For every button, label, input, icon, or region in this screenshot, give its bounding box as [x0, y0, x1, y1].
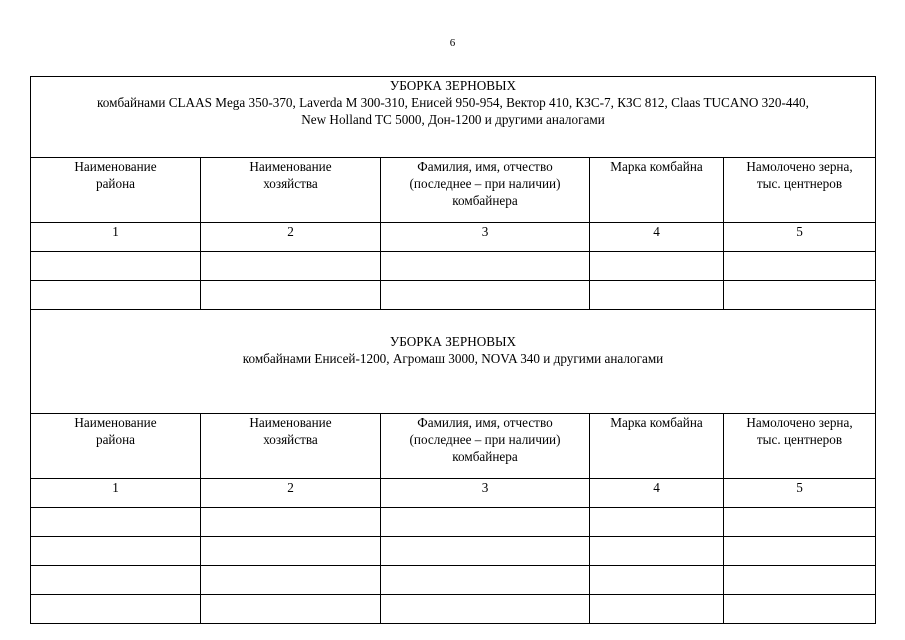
empty-cell[interactable]: [590, 595, 724, 624]
header-farm: [201, 158, 381, 223]
header-combine-brand: [590, 158, 724, 223]
column-number: 4: [590, 223, 724, 252]
empty-cell[interactable]: [381, 508, 590, 537]
section-1-title-row: [31, 77, 876, 158]
header-operator-name: [381, 414, 590, 479]
empty-cell[interactable]: [201, 595, 381, 624]
header-district-line-2: района: [95, 176, 135, 191]
column-number: 5: [724, 479, 876, 508]
header-farm-line-2: хозяйства: [263, 176, 318, 191]
table-row: [31, 508, 876, 537]
empty-cell[interactable]: [201, 537, 381, 566]
header-combine-brand-line-1: Марка комбайна: [610, 159, 703, 174]
page-number: 6: [449, 37, 456, 49]
section-1-subtitle-line-1: комбайнами CLAAS Mega 350-370, Laverda M 300-310, Енисей 950-954, Вектор 410, КЗС-7, КЗС 812, Claas TUCANO 320-440,: [97, 95, 809, 110]
empty-cell[interactable]: [31, 537, 201, 566]
section-1-title-cell: [31, 77, 876, 158]
column-number: 1: [31, 223, 201, 252]
column-number: 1: [31, 479, 201, 508]
empty-cell[interactable]: [201, 281, 381, 310]
empty-cell[interactable]: [724, 566, 876, 595]
table-row: [31, 252, 876, 281]
section-1-number-row: [31, 223, 876, 252]
header-grain-threshed: [724, 414, 876, 479]
column-number: 2: [201, 223, 381, 252]
section-2-title-row: [31, 310, 876, 414]
header-grain-line-1: Намолочено зерна,: [746, 415, 853, 430]
header-farm-line-1: Наименование: [249, 159, 332, 174]
section-1-header-row: [31, 158, 876, 223]
header-grain-line-1: Намолочено зерна,: [746, 159, 853, 174]
empty-cell[interactable]: [724, 508, 876, 537]
section-2-header-row: [31, 414, 876, 479]
header-operator-line-2: (последнее – при наличии): [409, 432, 561, 447]
empty-cell[interactable]: [724, 252, 876, 281]
column-number: 4: [590, 479, 724, 508]
table-row: [31, 281, 876, 310]
header-grain-line-2: тыс. центнеров: [756, 432, 843, 447]
table-row: [31, 595, 876, 624]
header-farm-line-2: хозяйства: [263, 432, 318, 447]
column-number: 2: [201, 479, 381, 508]
empty-cell[interactable]: [381, 281, 590, 310]
empty-cell[interactable]: [201, 508, 381, 537]
empty-cell[interactable]: [724, 281, 876, 310]
empty-cell[interactable]: [590, 508, 724, 537]
empty-cell[interactable]: [381, 252, 590, 281]
header-combine-brand-line-1: Марка комбайна: [610, 415, 703, 430]
empty-cell[interactable]: [381, 537, 590, 566]
empty-cell[interactable]: [590, 537, 724, 566]
section-2-subtitle-line-1: комбайнами Енисей-1200, Агромаш 3000, NOVA 340 и другими аналогами: [242, 351, 664, 366]
empty-cell[interactable]: [31, 508, 201, 537]
header-operator-line-1: Фамилия, имя, отчество: [417, 159, 553, 174]
section-2-number-row: [31, 479, 876, 508]
empty-cell[interactable]: [724, 537, 876, 566]
empty-cell[interactable]: [31, 252, 201, 281]
header-district-line-1: Наименование: [74, 415, 157, 430]
table-row: [31, 537, 876, 566]
section-1-title: УБОРКА ЗЕРНОВЫХ: [389, 78, 517, 93]
empty-cell[interactable]: [381, 566, 590, 595]
header-operator-line-3: комбайнера: [452, 193, 518, 208]
header-district: [31, 158, 201, 223]
header-district: [31, 414, 201, 479]
empty-cell[interactable]: [590, 566, 724, 595]
column-number: 3: [381, 479, 590, 508]
header-grain-line-2: тыс. центнеров: [756, 176, 843, 191]
column-number: 3: [381, 223, 590, 252]
header-operator-line-1: Фамилия, имя, отчество: [417, 415, 553, 430]
header-district-line-2: района: [95, 432, 135, 447]
empty-cell[interactable]: [31, 566, 201, 595]
empty-cell[interactable]: [724, 595, 876, 624]
section-1-subtitle-line-2: New Holland TC 5000, Дон-1200 и другими аналогами: [301, 112, 605, 127]
header-operator-line-3: комбайнера: [452, 449, 518, 464]
header-farm: [201, 414, 381, 479]
table-row: [31, 566, 876, 595]
header-combine-brand: [590, 414, 724, 479]
empty-cell[interactable]: [201, 252, 381, 281]
empty-cell[interactable]: [201, 566, 381, 595]
header-farm-line-1: Наименование: [249, 415, 332, 430]
section-2-title-cell: [31, 310, 876, 414]
empty-cell[interactable]: [590, 252, 724, 281]
header-grain-threshed: [724, 158, 876, 223]
empty-cell[interactable]: [31, 595, 201, 624]
harvest-report-table: [30, 76, 876, 624]
section-2-title: УБОРКА ЗЕРНОВЫХ: [389, 334, 517, 349]
column-number: 5: [724, 223, 876, 252]
empty-cell[interactable]: [381, 595, 590, 624]
header-operator-name: [381, 158, 590, 223]
header-district-line-1: Наименование: [74, 159, 157, 174]
header-operator-line-2: (последнее – при наличии): [409, 176, 561, 191]
empty-cell[interactable]: [590, 281, 724, 310]
empty-cell[interactable]: [31, 281, 201, 310]
